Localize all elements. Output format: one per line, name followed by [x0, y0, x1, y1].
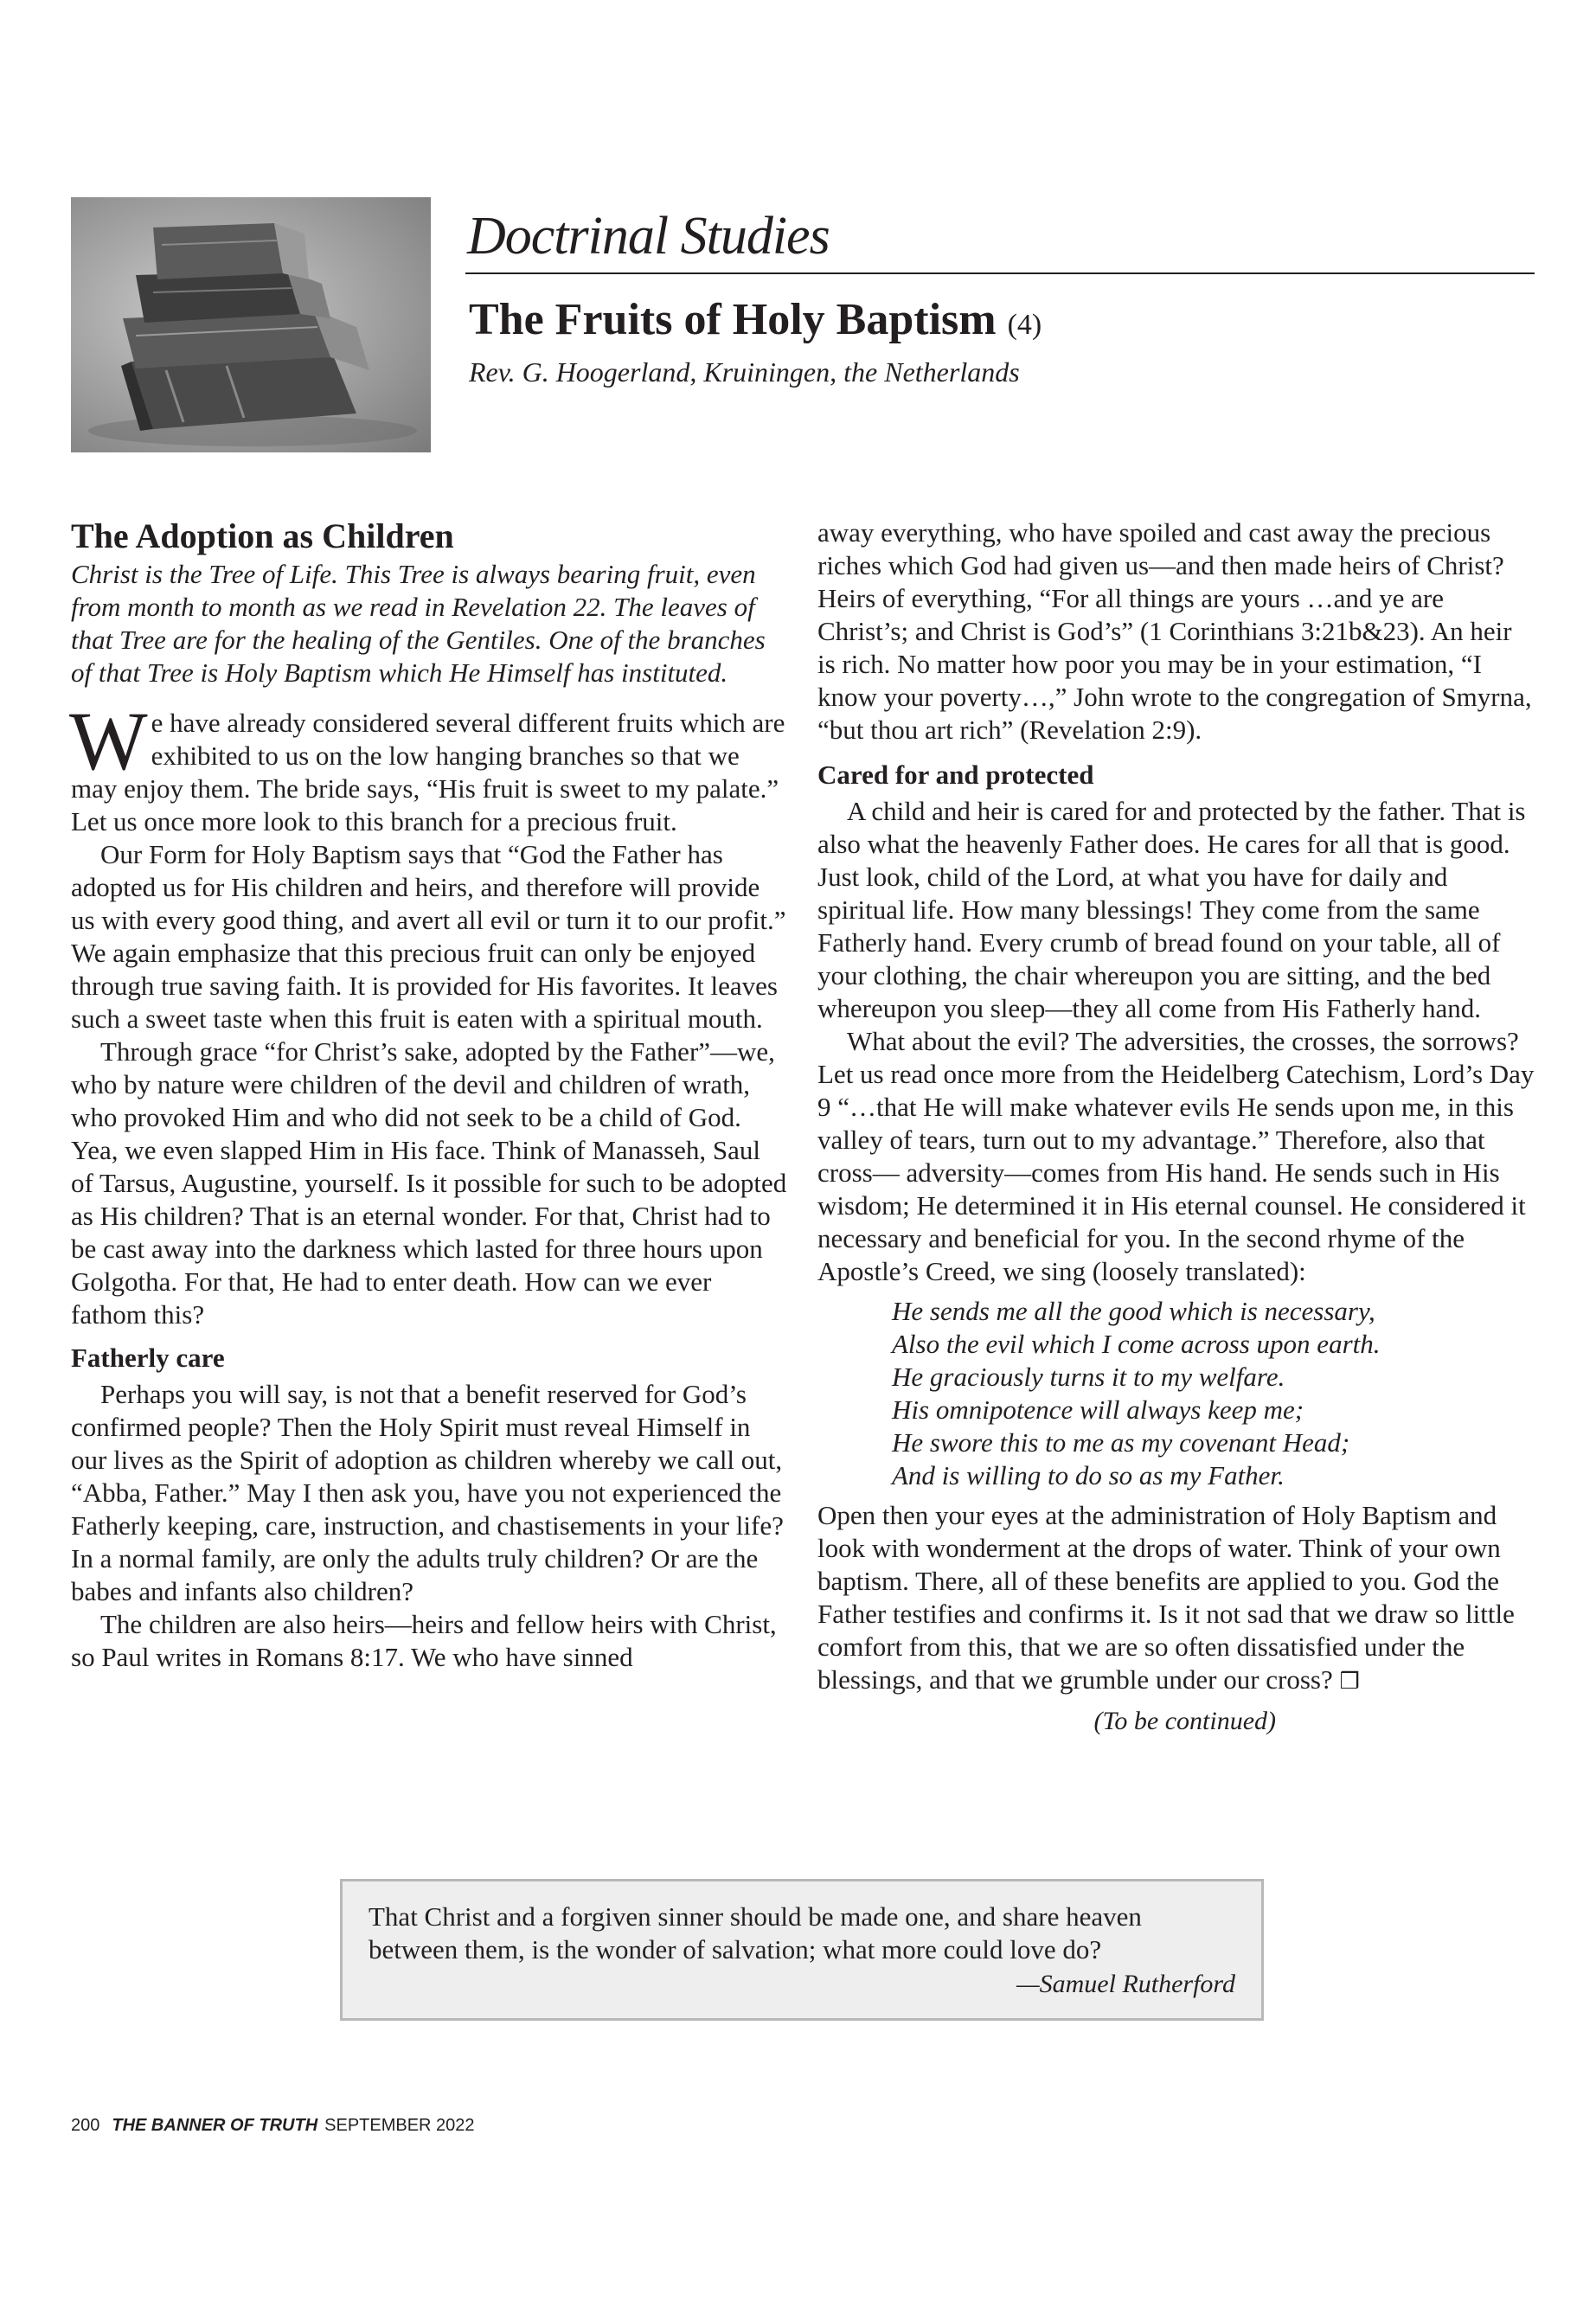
poem [892, 1295, 1535, 1492]
quote-text: That Christ and a forgiven sinner should be made one, and share heaven between them, is the wonder of salvation; what more could love do? [369, 1901, 1142, 1965]
stacked-books-icon [71, 197, 431, 452]
page-number: 200 [71, 2116, 100, 2135]
poem-line: And is willing to do so as my Father. [892, 1460, 1285, 1490]
paragraph-continued: away everything, who have spoiled and cast away the precious riches which God had given us—and then made heirs of Christ? Heirs of everything, “For all things are yours …and ye are Christ’s; and Christ is God’s” (1 Corinthians 3:21b&23). An heir is rich. No matter how poor you may be in your estimation, “I know your poverty…,” John wrote to the congregation of Smyrna, “but thou art rich” (Revelation 2:9). [817, 517, 1532, 745]
paragraph-3: Through grace “for Christ’s sake, adopted by the Father”—we, who by nature were children of the devil and children of wrath, who provoked Him and who did not seek to be a child of God. Yea, we even slapped Him in His face. Think of Manasseh, Saul of Tarsus, Augustine, yourself. Is it possible for such to be adopted as His children? That is an eternal wonder. For that, Christ had to be cast away into the darkness which lasted for three hours upon Golgotha. For that, He had to enter death. How can we ever fathom this? [71, 1036, 787, 1330]
article-title [469, 294, 1042, 345]
paragraph-5: The children are also heirs—heirs and fellow heirs with Christ, so Paul writes in Romans 8:17. We who have sinned [71, 1609, 777, 1672]
closing-paragraph-text: Open then your eyes at the administration of Holy Baptism and look with wonderment at the drops of water. Think of your own baptism. There, all of these benefits are applied to you. God the Father testifies and confirms it. Is it not sad that we draw so little comfort from this, that we are so often dissatisfied under the blessings, and that we grumble under our cross? [817, 1500, 1515, 1695]
paragraph-4: Perhaps you will say, is not that a benefit reserved for God’s confirmed people? Then the Holy Spirit must reveal Himself in our lives as the Spirit of adoption as children whereby we call out, “Abba, Father.” May I then ask you, have you not experienced the Fatherly keeping, care, instruction, and chastisements in your life? In a normal family, are only the adults truly children? Or are the babes and infants also children? [71, 1379, 784, 1606]
subheading-cared-for: Cared for and protected [817, 760, 1094, 790]
header-divider [465, 272, 1535, 274]
poem-line: He swore this to me as my covenant Head; [892, 1427, 1350, 1458]
article-title-text: The Fruits of Holy Baptism [469, 295, 997, 344]
closing-paragraph [817, 1499, 1535, 1698]
books-photo [71, 197, 431, 452]
end-mark-icon: ❒ [1339, 1669, 1360, 1695]
paragraph-cared-for: A child and heir is cared for and protected by the father. That is also what the heavenly Father does. He cares for all that is good. Just look, child of the Lord, at what you have for daily and spiritual life. How many blessings! They come from the same Fatherly hand. Every crumb of bread found on your table, all of your clothing, the chair whereupon you are sitting, and the bed whereupon you sleep—they all come from His Fatherly hand. [817, 796, 1526, 1023]
subheading-fatherly-care: Fatherly care [71, 1343, 225, 1373]
quote-attribution: —Samuel Rutherford [1016, 1970, 1235, 1998]
issue-date: SEPTEMBER 2022 [324, 2116, 475, 2135]
to-be-continued: (To be continued) [1093, 1707, 1276, 1735]
poem-line: He sends me all the good which is necessary, [892, 1296, 1375, 1326]
poem-line: He graciously turns it to my welfare. [892, 1362, 1285, 1392]
paragraph-1-text: e have already considered several different fruits which are exhibited to us on the low hanging branches so that we may enjoy them. The bride says, “His fruit is sweet to my palate.” Let us once more look to this branch for a precious fruit. [71, 708, 785, 836]
paragraph-evil: What about the evil? The adversities, the crosses, the sorrows? Let us read once more from the Heidelberg Catechism, Lord’s Day 9 “…that He will make whatever evils He sends upon me, in this valley of tears, turn out to my advantage.” Therefore, also that cross— adversity—comes from His hand. He sends such in His wisdom; He determined it in His eternal counsel. He considered it necessary and beneficial for you. In the second rhyme of the Apostle’s Creed, we sing (loosely translated): [817, 1026, 1535, 1286]
paragraph-2: Our Form for Holy Baptism says that “God the Father has adopted us for His children and heirs, and therefore will provide us with every good thing, and avert all evil or turn it to our profit.” We again emphasize that this precious fruit can only be enjoyed through true saving faith. It is provided for His favorites. It leaves such a sweet taste when this fruit is eaten with a spiritual mouth. [71, 839, 786, 1034]
poem-line: His omnipotence will always keep me; [892, 1394, 1304, 1425]
section-title: Doctrinal Studies [467, 207, 830, 266]
quote-box [340, 1879, 1264, 2021]
poem-line: Also the evil which I come across upon earth. [892, 1329, 1381, 1359]
author-byline: Rev. G. Hoogerland, Kruiningen, the Netherlands [469, 356, 1020, 388]
intro-paragraph: Christ is the Tree of Life. This Tree is always bearing fruit, even from month to month as we read in Revelation 22. The leaves of that Tree are for the healing of the Gentiles. One of the branches of that Tree is Holy Baptism which He Himself has instituted. [71, 559, 766, 688]
page-footer [71, 2116, 475, 2136]
magazine-name: THE BANNER OF TRUTH [112, 2116, 318, 2135]
left-column [71, 516, 789, 1674]
paragraph-1 [69, 695, 789, 838]
main-heading: The Adoption as Children [71, 516, 454, 555]
right-column [817, 516, 1535, 1738]
drop-cap: W [69, 695, 148, 787]
article-part-number: (4) [1007, 309, 1042, 341]
